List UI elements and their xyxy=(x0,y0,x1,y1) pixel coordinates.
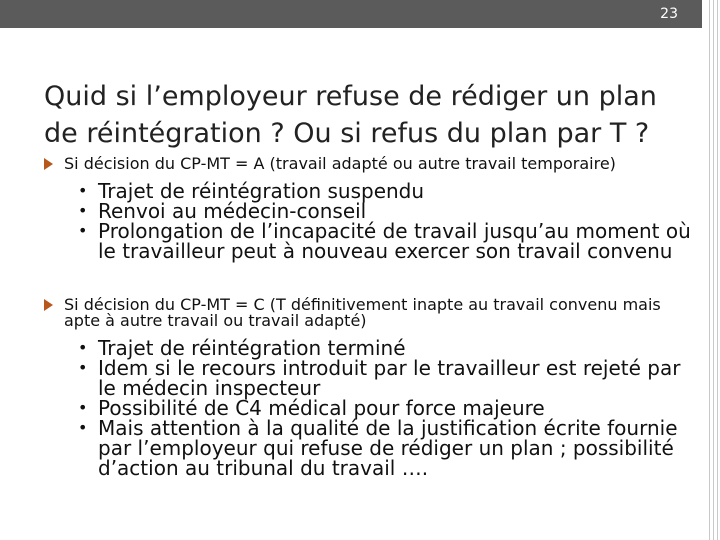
slide-title: Quid si l’employeur refuse de rédiger un plan de réintégration ? Ou si refus du plan par T ? xyxy=(44,81,657,149)
section-heading-text: Si décision du CP-MT = C (T définitivement inapte au travail convenu mais apte à autre travail ou travail adapté) xyxy=(64,295,661,330)
bullet-dot-icon: • xyxy=(78,181,88,200)
slide-number: 23 xyxy=(660,6,678,22)
list-item xyxy=(78,181,694,201)
decorative-edge-lines xyxy=(706,0,720,540)
section-heading-text: Si décision du CP-MT = A (travail adapté ou autre travail temporaire) xyxy=(64,154,616,173)
bullet-arrow-icon xyxy=(44,158,53,170)
list-item-text: Mais attention à la qualité de la justification écrite fournie par l’employeur qui refuse de rédiger un plan ; possibilité d’action au tribunal du travail …. xyxy=(98,416,678,480)
section-heading-c xyxy=(44,297,694,329)
header-bar xyxy=(0,0,702,28)
list-item xyxy=(78,201,694,221)
bullet-dot-icon: • xyxy=(78,398,88,417)
list-item xyxy=(78,221,694,261)
list-item xyxy=(78,398,694,418)
list-item-text: Trajet de réintégration terminé xyxy=(98,336,406,360)
bullet-dot-icon: • xyxy=(78,201,88,220)
bullet-dot-icon: • xyxy=(78,418,88,437)
sub-list-a xyxy=(44,181,694,261)
bullet-arrow-icon xyxy=(44,299,53,311)
bullet-dot-icon: • xyxy=(78,221,88,240)
slide-body xyxy=(44,156,694,478)
list-item-text: Trajet de réintégration suspendu xyxy=(98,179,425,203)
list-item-text: Renvoi au médecin-conseil xyxy=(98,199,367,223)
list-item xyxy=(78,338,694,358)
bullet-dot-icon: • xyxy=(78,358,88,377)
list-item-text: Possibilité de C4 médical pour force majeure xyxy=(98,396,545,420)
sub-list-c xyxy=(44,338,694,478)
list-item-text: Prolongation de l’incapacité de travail jusqu’au moment où le travailleur peut à nouveau exercer son travail convenu xyxy=(98,219,691,263)
list-item xyxy=(78,418,694,478)
bullet-dot-icon: • xyxy=(78,338,88,357)
list-item xyxy=(78,358,694,398)
list-item-text: Idem si le recours introduit par le travailleur est rejeté par le médecin inspecteur xyxy=(98,356,681,400)
section-heading-a xyxy=(44,156,694,172)
section-spacer xyxy=(44,261,694,297)
